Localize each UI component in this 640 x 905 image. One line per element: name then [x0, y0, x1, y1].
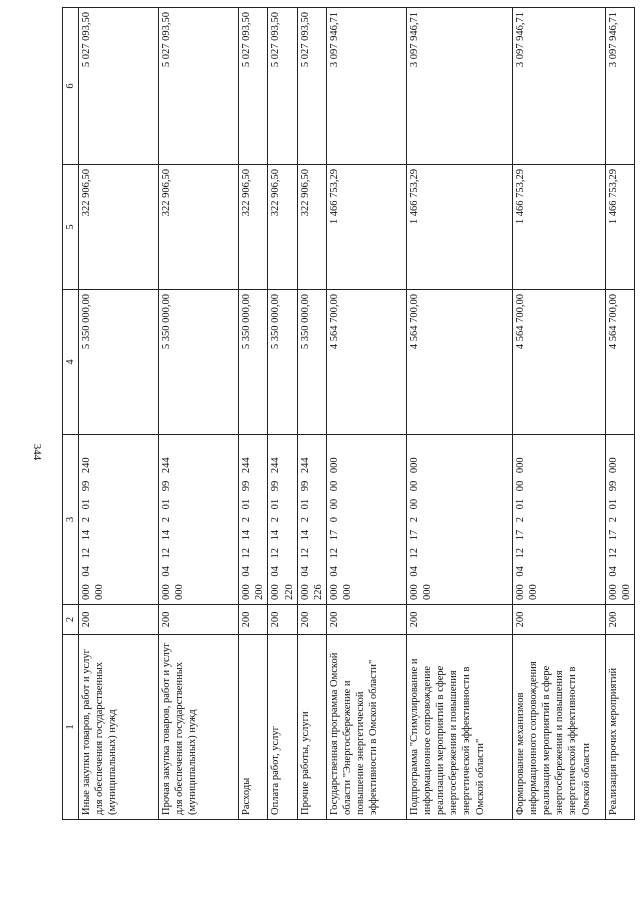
table-row [239, 8, 268, 820]
column-header: 2 [63, 605, 79, 635]
row-code: 200 [406, 605, 512, 635]
classification-code: 000 04 12 17 2 00 00 000 000 [406, 435, 512, 605]
remaining-amount: 5 027 093,50 [297, 8, 326, 165]
executed-amount: 1 466 753,29 [326, 165, 406, 290]
executed-amount: 322 906,50 [79, 165, 159, 290]
row-code: 200 [512, 605, 605, 635]
remaining-amount: 3 097 946,71 [406, 8, 512, 165]
table-row [268, 8, 297, 820]
table-header-row [63, 8, 79, 820]
approved-amount: 4 564 700,00 [406, 290, 512, 435]
table-row [406, 8, 512, 820]
expense-name: Прочая закупка товаров, работ и услуг для обеспечения государственных (муниципальных) нужд [159, 635, 239, 820]
expense-name: Формирование механизмов информационного сопровождения реализации мероприятий в сфере энергосбережения и повышения энергетической эффективности в Омской области [512, 635, 605, 820]
executed-amount: 1 466 753,29 [605, 165, 634, 290]
table-row [297, 8, 326, 820]
classification-code: 000 04 12 14 2 01 99 244 220 [268, 435, 297, 605]
table-row [79, 8, 159, 820]
page-number: 344 [31, 443, 43, 461]
table-row [512, 8, 605, 820]
table-row [159, 8, 239, 820]
row-code: 200 [605, 605, 634, 635]
row-code: 200 [159, 605, 239, 635]
expense-name: Оплата работ, услуг [268, 635, 297, 820]
executed-amount: 322 906,50 [239, 165, 268, 290]
approved-amount: 5 350 000,00 [159, 290, 239, 435]
expense-name: Реализация прочих мероприятий [605, 635, 634, 820]
table-row [605, 8, 634, 820]
classification-code: 000 04 12 14 2 01 99 240 000 [79, 435, 159, 605]
row-code: 200 [239, 605, 268, 635]
row-code: 200 [268, 605, 297, 635]
expense-name: Прочие работы, услуги [297, 635, 326, 820]
column-header: 5 [63, 165, 79, 290]
approved-amount: 5 350 000,00 [239, 290, 268, 435]
column-header: 4 [63, 290, 79, 435]
budget-table-container [62, 8, 632, 820]
classification-code: 000 04 12 17 2 01 00 000 000 [512, 435, 605, 605]
row-code: 200 [79, 605, 159, 635]
remaining-amount: 3 097 946,71 [512, 8, 605, 165]
remaining-amount: 3 097 946,71 [605, 8, 634, 165]
approved-amount: 4 564 700,00 [326, 290, 406, 435]
approved-amount: 5 350 000,00 [297, 290, 326, 435]
remaining-amount: 5 027 093,50 [268, 8, 297, 165]
classification-code: 000 04 12 14 2 01 99 244 200 [239, 435, 268, 605]
approved-amount: 5 350 000,00 [268, 290, 297, 435]
classification-code: 000 04 12 14 2 01 99 244 000 [159, 435, 239, 605]
table-row [326, 8, 406, 820]
remaining-amount: 5 027 093,50 [239, 8, 268, 165]
expense-name: Расходы [239, 635, 268, 820]
classification-code: 000 04 12 17 2 01 99 000 000 [605, 435, 634, 605]
budget-table [62, 7, 635, 820]
remaining-amount: 5 027 093,50 [159, 8, 239, 165]
remaining-amount: 5 027 093,50 [79, 8, 159, 165]
classification-code: 000 04 12 17 0 00 00 000 000 [326, 435, 406, 605]
column-header: 1 [63, 635, 79, 820]
executed-amount: 1 466 753,29 [512, 165, 605, 290]
approved-amount: 5 350 000,00 [79, 290, 159, 435]
row-code: 200 [326, 605, 406, 635]
expense-name: Иные закупки товаров, работ и услуг для обеспечения государственных (муниципальных) нужд [79, 635, 159, 820]
executed-amount: 322 906,50 [159, 165, 239, 290]
executed-amount: 322 906,50 [268, 165, 297, 290]
expense-name: Государственная программа Омской области "Энергосбережение и повышение энергетической эффективности в Омской области" [326, 635, 406, 820]
classification-code: 000 04 12 14 2 01 99 244 226 [297, 435, 326, 605]
executed-amount: 1 466 753,29 [406, 165, 512, 290]
row-code: 200 [297, 605, 326, 635]
executed-amount: 322 906,50 [297, 165, 326, 290]
column-header: 6 [63, 8, 79, 165]
approved-amount: 4 564 700,00 [605, 290, 634, 435]
approved-amount: 4 564 700,00 [512, 290, 605, 435]
remaining-amount: 3 097 946,71 [326, 8, 406, 165]
expense-name: Подпрограмма "Стимулирование и информационное сопровождение реализации мероприятий в сфере энергосбережения и повышения энергетической эффективности в Омской области" [406, 635, 512, 820]
column-header: 3 [63, 435, 79, 605]
